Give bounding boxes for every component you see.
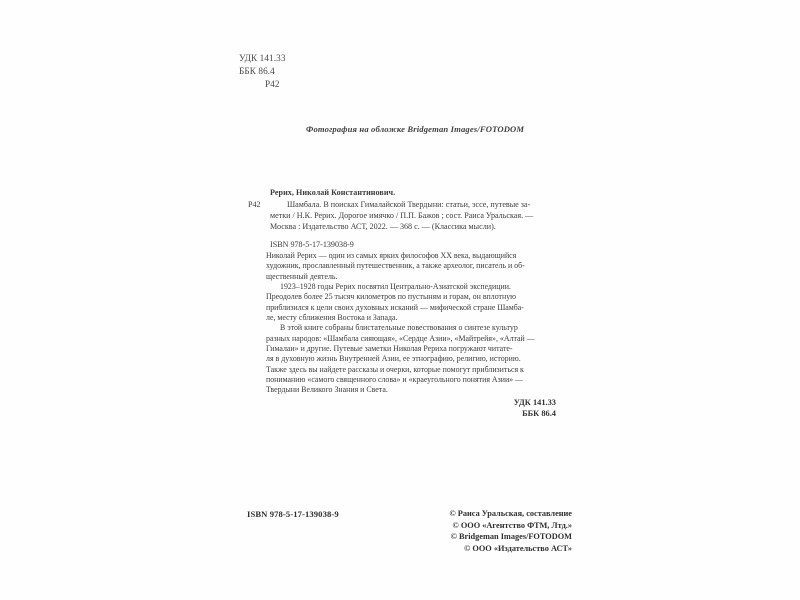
cover-photo-credit: Фотография на обложке Bridgeman Images/FOTODOM	[306, 124, 525, 134]
bbk-code: ББК 86.4	[239, 66, 275, 77]
annotation-line: художник, прославленный путешественник, а также археолог, писатель и об-	[266, 261, 525, 271]
annotation-line: Преодолев более 25 тысяч километров по пустыням и горам, он вплотную	[266, 292, 517, 302]
copyright-block	[396, 508, 572, 554]
copyright-line: © ООО «Агентство ФТМ, Лтд.»	[452, 520, 572, 530]
annotation-line: приблизился к цели своих духовных исканий — мифической стране Шамба-	[266, 302, 524, 312]
annotation-line: разных народов: «Шамбала сияющая», «Сердце Азии», «Майтрейя», «Алтай —	[266, 333, 535, 343]
isbn-record: ISBN 978-5-17-139038-9	[270, 240, 354, 250]
copyright-line: © Bridgeman Images/FOTODOM	[450, 532, 572, 542]
annotation-paragraph	[266, 282, 556, 323]
annotation-line: Также здесь вы найдете рассказы и очерки, которые помогут приблизиться к	[266, 364, 524, 374]
annotation-line: Гималаи» и другие. Путевые заметки Николая Рериха погружают читате-	[266, 344, 513, 354]
annotation-line: пониманию «самого священного слова» и «краеугольного понятия Азии» —	[266, 375, 523, 385]
annotation-paragraph	[266, 251, 556, 282]
copyright-line: © ООО «Издательство АСТ»	[464, 543, 572, 553]
annotation-text	[266, 251, 556, 396]
udk-code: УДК 141.33	[239, 53, 286, 63]
record-line: Шамбала. В поисках Гималайской Твердыни: статьи, эссе, путевые за-	[287, 200, 531, 210]
classification-codes	[239, 52, 286, 92]
record-body	[248, 200, 566, 232]
annotation-line: Николай Рерих — один из самых ярких философов XX века, выдающийся	[266, 251, 517, 260]
author-name: Рерих, Николай Константинович.	[270, 188, 396, 197]
annotation-line: 1923–1928 годы Рерих посвятил Центрально-Азиатской экспедиции.	[280, 282, 511, 292]
udk-code-repeat: УДК 141.33	[513, 398, 556, 407]
record-shelfmark: Р42	[248, 200, 261, 210]
shelfmark-code: Р42	[265, 79, 280, 90]
annotation-line: ле, месту сближения Востока и Запада.	[266, 313, 398, 323]
annotation-line: Твердыни Великого Знания и Света.	[266, 385, 388, 395]
copyright-line: © Раиса Уральская, составление	[449, 509, 572, 518]
isbn-imprint: ISBN 978-5-17-139038-9	[247, 509, 339, 519]
classification-codes-repeat	[300, 397, 556, 420]
annotation-paragraph	[266, 323, 556, 395]
annotation-line: В этой книге собраны блистательные повествования о синтезе культур	[280, 323, 518, 333]
annotation-line: ля в духовную жизнь Внутренней Азии, ее этнографию, религию, историю.	[266, 354, 521, 364]
record-line: Москва : Издательство АСТ, 2022. — 368 с. — (Классика мысли).	[270, 221, 496, 231]
annotation-line: щественный деятель.	[266, 271, 338, 281]
bibliographic-record	[248, 188, 566, 251]
record-line: метки / Н.К. Рерих. Дорогое имячко / П.П. Бажов ; сост. Раиса Уральская. —	[270, 210, 534, 220]
bbk-code-repeat: ББК 86.4	[522, 409, 556, 419]
